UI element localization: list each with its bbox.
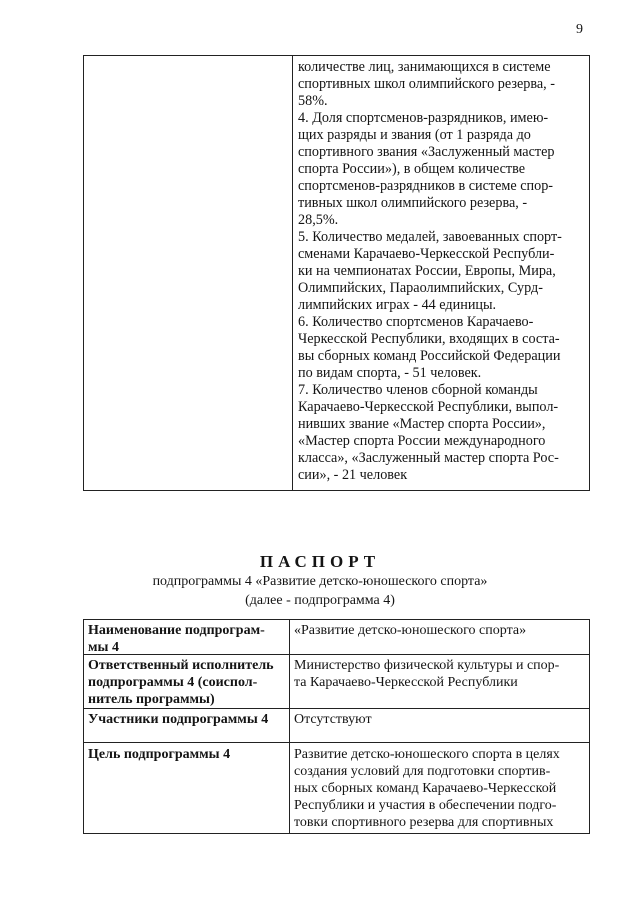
table-column-divider <box>292 56 293 490</box>
row-label-executor <box>88 657 288 708</box>
value-line: та Карачаево-Черкесской Республики <box>294 675 518 690</box>
value-line: Развитие детско-юношеского спорта в целях <box>294 747 560 762</box>
text-line: нивших звание «Мастер спорта России», <box>298 416 546 432</box>
value-line: товки спортивного резерва для спортивных <box>294 815 554 830</box>
text-line: 58%. <box>298 93 328 109</box>
text-line: лимпийских играх - 44 единицы. <box>298 297 497 313</box>
label-line: Наименование подпрограм- <box>88 623 265 638</box>
label-line: Участники подпрограммы 4 <box>88 712 269 727</box>
text-line: класса», «Заслуженный мастер спорта Рос- <box>298 450 559 466</box>
value-line: Республики и участия в обеспечении подго- <box>294 798 557 813</box>
text-line: 28,5%. <box>298 212 339 228</box>
value-line: Отсутствуют <box>294 712 372 727</box>
value-line: ных сборных команд Карачаево-Черкесской <box>294 781 557 796</box>
page-number: 9 <box>576 22 583 37</box>
row-label-name <box>88 622 288 656</box>
indicators-table <box>83 55 590 491</box>
row-value-participants <box>294 711 586 728</box>
label-line: мы 4 <box>88 640 119 655</box>
text-line: Карачаево-Черкесской Республики, выпол- <box>298 399 559 415</box>
table-column-divider <box>289 620 290 833</box>
text-line: спорта России»), в общем количестве <box>298 161 526 177</box>
text-line: спортсменов-разрядников в системе спор- <box>298 178 554 194</box>
indicators-cell <box>298 59 584 484</box>
passport-subtitle-note: (далее - подпрограмма 4) <box>245 593 395 608</box>
text-line: спортивных школ олимпийского резерва, - <box>298 76 555 92</box>
label-line: Ответственный исполнитель <box>88 658 274 673</box>
passport-subtitle: подпрограммы 4 «Развитие детско-юношеского спорта» <box>152 574 488 589</box>
text-line: Олимпийских, Параолимпийских, Сурд- <box>298 280 543 296</box>
row-label-goal <box>88 746 288 763</box>
text-line: сии», - 21 человек <box>298 467 408 483</box>
label-line: подпрограммы 4 (соиспол- <box>88 675 258 690</box>
text-line: вы сборных команд Российской Федерации <box>298 348 561 364</box>
text-line: 7. Количество членов сборной команды <box>298 382 538 398</box>
text-line: 6. Количество спортсменов Карачаево- <box>298 314 534 330</box>
text-line: тивных школ олимпийского резерва, - <box>298 195 528 211</box>
passport-table <box>83 619 590 834</box>
passport-title: ПАСПОРТ <box>259 552 381 571</box>
text-line: 5. Количество медалей, завоеванных спорт- <box>298 229 562 245</box>
text-line: количестве лиц, занимающихся в системе <box>298 59 551 75</box>
text-line: щих разряды и звания (от 1 разряда до <box>298 127 531 143</box>
value-line: «Развитие детско-юношеского спорта» <box>294 623 527 638</box>
row-value-name <box>294 622 586 639</box>
table-row-divider <box>84 708 589 709</box>
text-line: по видам спорта, - 51 человек. <box>298 365 482 381</box>
text-line: Черкесской Республики, входящих в соста- <box>298 331 560 347</box>
value-line: создания условий для подготовки спортив- <box>294 764 551 779</box>
row-value-goal <box>294 746 586 831</box>
label-line: Цель подпрограммы 4 <box>88 747 231 762</box>
text-line: «Мастер спорта России международного <box>298 433 546 449</box>
table-row-divider <box>84 742 589 743</box>
text-line: спортивного звания «Заслуженный мастер <box>298 144 555 160</box>
value-line: Министерство физической культуры и спор- <box>294 658 560 673</box>
row-value-executor <box>294 657 586 691</box>
label-line: нитель программы) <box>88 692 215 707</box>
text-line: 4. Доля спортсменов-разрядников, имею- <box>298 110 549 126</box>
text-line: ки на чемпионатах России, Европы, Мира, <box>298 263 556 279</box>
text-line: сменами Карачаево-Черкесской Республи- <box>298 246 555 262</box>
row-label-participants <box>88 711 288 728</box>
